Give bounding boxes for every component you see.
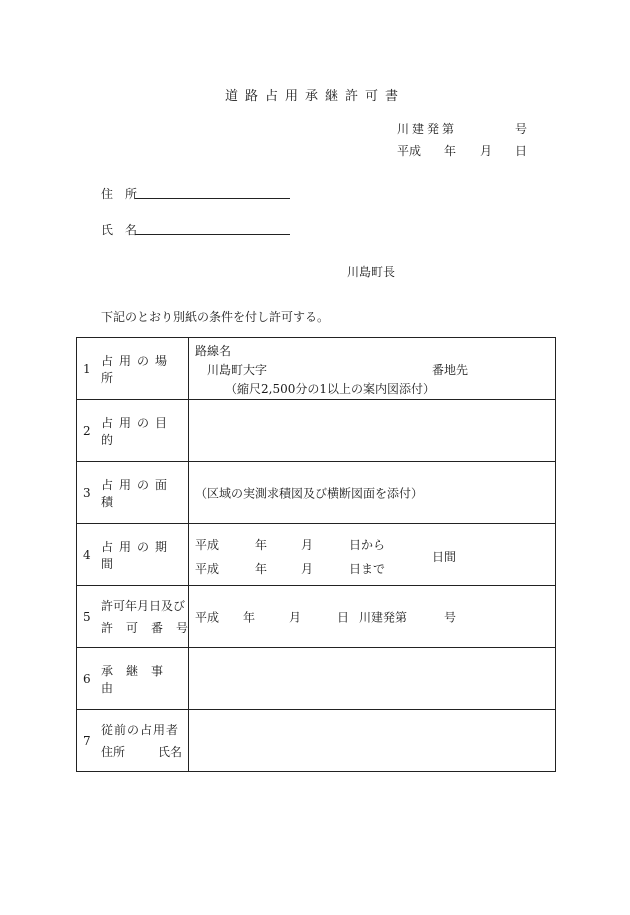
table-row	[77, 400, 556, 462]
row-label-line1: 許可年月日及び	[101, 598, 186, 613]
period-end-day: 日まで	[349, 562, 386, 576]
row-label-cell	[77, 648, 189, 710]
table-row	[77, 648, 556, 710]
reference-prefix: 川建発第	[397, 122, 458, 136]
period-start-year: 年	[255, 538, 268, 552]
permit-date-era: 平成	[195, 610, 220, 624]
previous-occupant-cell	[189, 710, 556, 772]
occupancy-location-cell	[189, 338, 556, 400]
row-number: 5	[83, 609, 91, 624]
row-label: 占用の目的	[101, 415, 174, 447]
row-number: 6	[83, 671, 91, 686]
row-label-cell	[77, 338, 189, 400]
route-name-label: 路線名	[195, 344, 232, 358]
row-number: 7	[83, 733, 91, 748]
permit-date-number-cell	[189, 586, 556, 648]
intro-text: 下記のとおり別紙の条件を付し許可する。	[101, 310, 330, 324]
succession-reason-cell	[189, 648, 556, 710]
table-row	[77, 586, 556, 648]
occupancy-purpose-cell	[189, 400, 556, 462]
period-start-month: 月	[301, 538, 314, 552]
row-label: 占用の期間	[101, 539, 174, 571]
period-end-era: 平成	[195, 562, 220, 576]
permit-date-month: 月	[289, 610, 302, 624]
table-row	[77, 338, 556, 400]
row-label-name: 氏名	[158, 744, 183, 759]
permit-date-year: 年	[243, 610, 256, 624]
name-label: 氏 名	[101, 223, 138, 237]
issue-date-day: 日	[515, 144, 528, 158]
row-label: 占用の面積	[101, 477, 174, 509]
row-number: 3	[83, 485, 91, 500]
reference-suffix: 号	[515, 122, 528, 136]
period-start-era: 平成	[195, 538, 220, 552]
table-row	[77, 710, 556, 772]
table-row	[77, 462, 556, 524]
occupancy-period-cell	[189, 524, 556, 586]
issue-date-month: 月	[480, 144, 493, 158]
permit-details-table	[76, 337, 556, 772]
period-days: 日間	[432, 550, 457, 564]
address-label: 住 所	[101, 187, 138, 201]
row-label-cell	[77, 400, 189, 462]
address-underline	[135, 198, 290, 199]
issue-date-year: 年	[444, 144, 457, 158]
permit-date-day: 日	[337, 610, 350, 624]
row-number: 1	[83, 361, 91, 376]
period-start-day: 日から	[349, 538, 386, 552]
name-underline	[135, 234, 290, 235]
town-label: 川島町大字	[207, 363, 268, 377]
period-end-year: 年	[255, 562, 268, 576]
map-attachment-note: （縮尺2,500分の1以上の案内図添付）	[225, 382, 435, 396]
issuer-name: 川島町長	[347, 265, 396, 279]
row-number: 2	[83, 423, 91, 438]
period-end-month: 月	[301, 562, 314, 576]
table-row	[77, 524, 556, 586]
permit-reference-suffix: 号	[444, 610, 457, 624]
row-label-line1: 従前の占用者	[101, 722, 180, 737]
row-label: 承継事由	[101, 663, 177, 695]
row-label-address: 住所	[101, 744, 126, 759]
occupancy-area-cell	[189, 462, 556, 524]
row-label-cell	[77, 524, 189, 586]
area-attachment-note: （区域の実測求積図及び横断図面を添付）	[195, 486, 424, 500]
row-number: 4	[83, 547, 91, 562]
row-label-line2: 許可番号	[101, 620, 202, 635]
row-label-cell	[77, 462, 189, 524]
document-title: 道路占用承継許可書	[224, 89, 405, 104]
permit-reference-prefix: 川建発第	[359, 610, 408, 624]
issue-date-era: 平成	[397, 144, 422, 158]
row-label: 占用の場所	[101, 353, 174, 385]
address-suffix-label: 番地先	[432, 363, 469, 377]
row-label-cell	[77, 710, 189, 772]
row-label-cell	[77, 586, 202, 648]
